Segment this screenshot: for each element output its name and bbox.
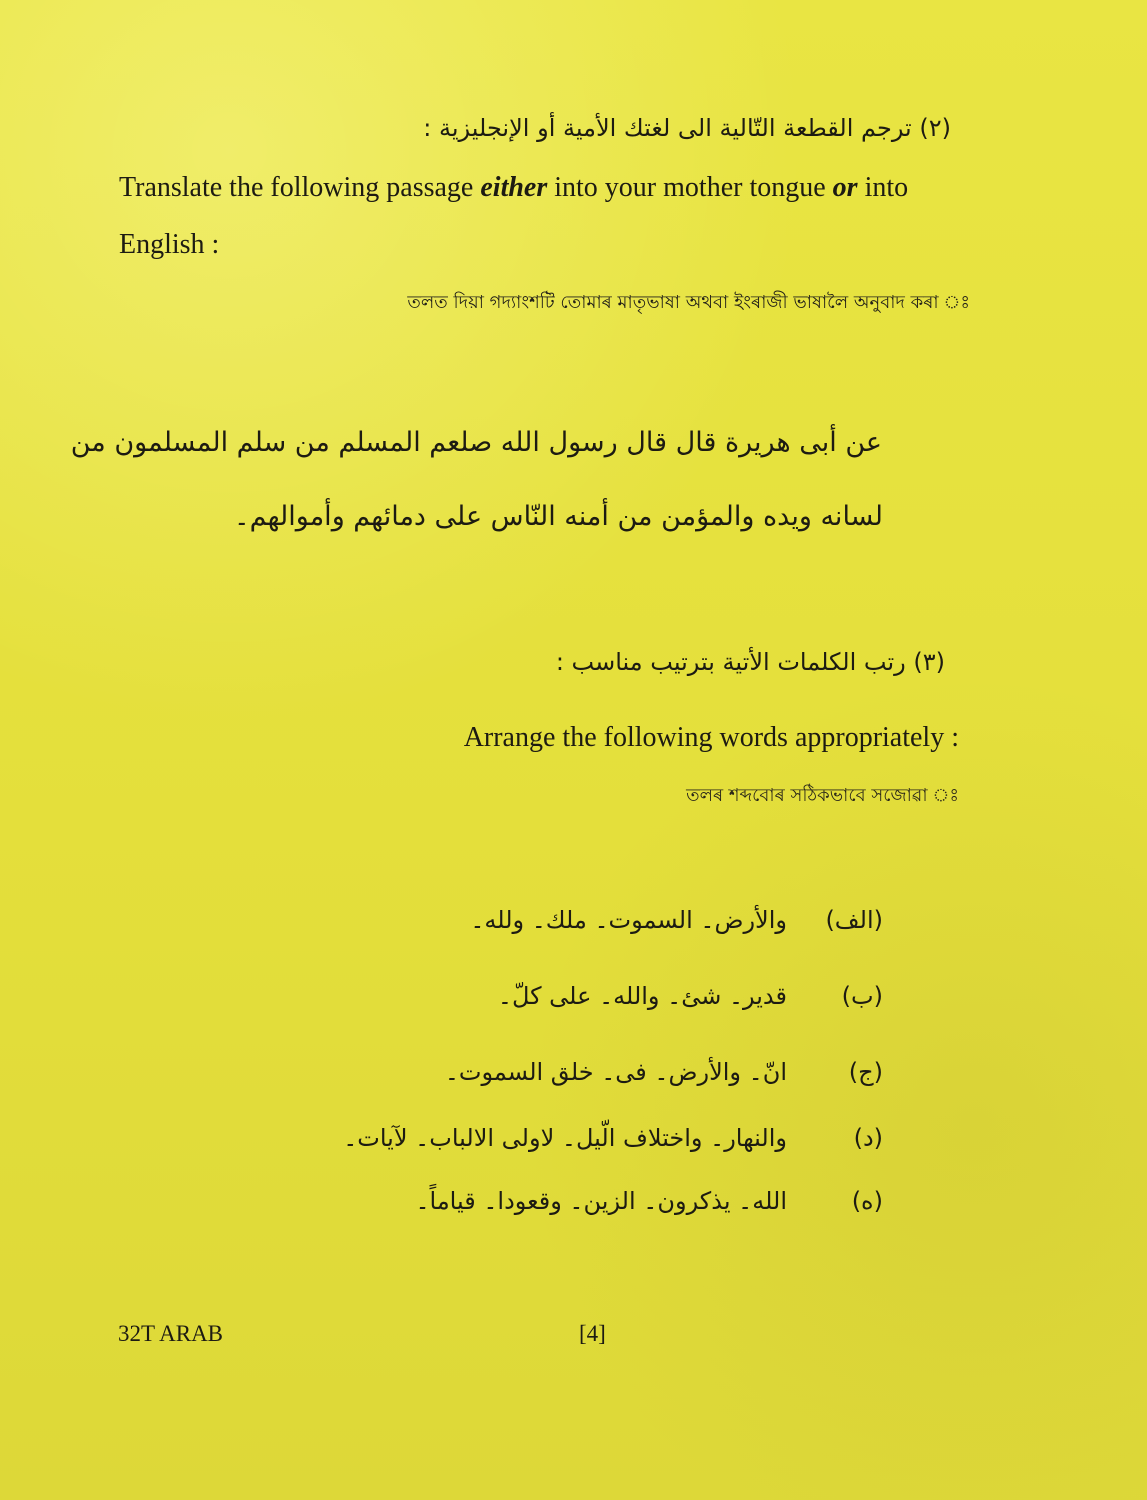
section-3-item-5-text: الله۔ يذكرون۔ الزين۔ وقعودا۔ قياماً۔ <box>415 1187 787 1215</box>
section-3-item-2-text: قدير۔ شئ۔ والله۔ على كلّ۔ <box>497 982 787 1010</box>
section-3-item-5 <box>415 1187 883 1217</box>
section-3-item-4-text: والنهار۔ واختلاف الّيل۔ لاولى الالباب۔ لآيات۔ <box>343 1124 787 1152</box>
section-2-passage-line-2: لسانه ويده والمؤمن من أمنه النّاس على دمائهم وأموالهم۔ <box>233 501 883 532</box>
section-3-item-4 <box>343 1124 883 1154</box>
section-2-english-part-1: Translate the following passage <box>119 172 481 203</box>
section-3-item-3-text: انّ۔ والأرض۔ فى۔ خلق السموت۔ <box>444 1058 787 1086</box>
section-3-item-1-label: (الف) <box>825 906 883 934</box>
section-2-english-either: either <box>480 172 548 203</box>
section-2-assamese-instruction: তলত দিয়া গদ্যাংশটি তোমাৰ মাতৃভাষা অথবা ইংৰাজী ভাষালৈ অনুবাদ কৰা ঃ <box>407 292 970 313</box>
section-3-item-2 <box>498 982 883 1012</box>
section-3-item-1-text: والأرض۔ السموت۔ ملك۔ ولله۔ <box>470 906 787 934</box>
section-3-item-4-label: (د) <box>853 1124 883 1152</box>
section-3-item-3-label: (ج) <box>848 1058 883 1086</box>
section-2-english-or: or <box>832 172 858 203</box>
section-3-arabic-heading: (٣) رتب الكلمات الأتية بترتيب مناسب : <box>555 648 945 676</box>
section-3-item-3 <box>445 1058 883 1088</box>
section-3-item-2-label: (ب) <box>841 982 883 1010</box>
section-2-english-part-3: into <box>857 172 909 203</box>
section-3-item-5-label: (ه) <box>851 1187 883 1215</box>
section-2-arabic-heading: (٢) ترجم القطعة التّالية الى لغتك الأمية أو الإنجليزية : <box>423 114 951 142</box>
paper-code: 32T ARAB <box>118 1321 224 1346</box>
section-2-english-part-2: into your mother tongue <box>547 172 833 203</box>
section-3-english-heading: Arrange the following words appropriately : <box>463 722 959 753</box>
section-2-english-line-2: English : <box>119 229 220 260</box>
section-3-assamese-heading: তলৰ শব্দবোৰ সঠিকভাবে সজোৱা ঃ <box>686 785 959 806</box>
section-2-english-instruction <box>119 171 908 205</box>
section-3-item-1 <box>470 906 883 936</box>
page-number: [4] <box>579 1321 606 1346</box>
section-2-passage-line-1: عن أبى هريرة قال قال رسول الله صلعم المسلم من سلم المسلمون من <box>70 427 882 458</box>
